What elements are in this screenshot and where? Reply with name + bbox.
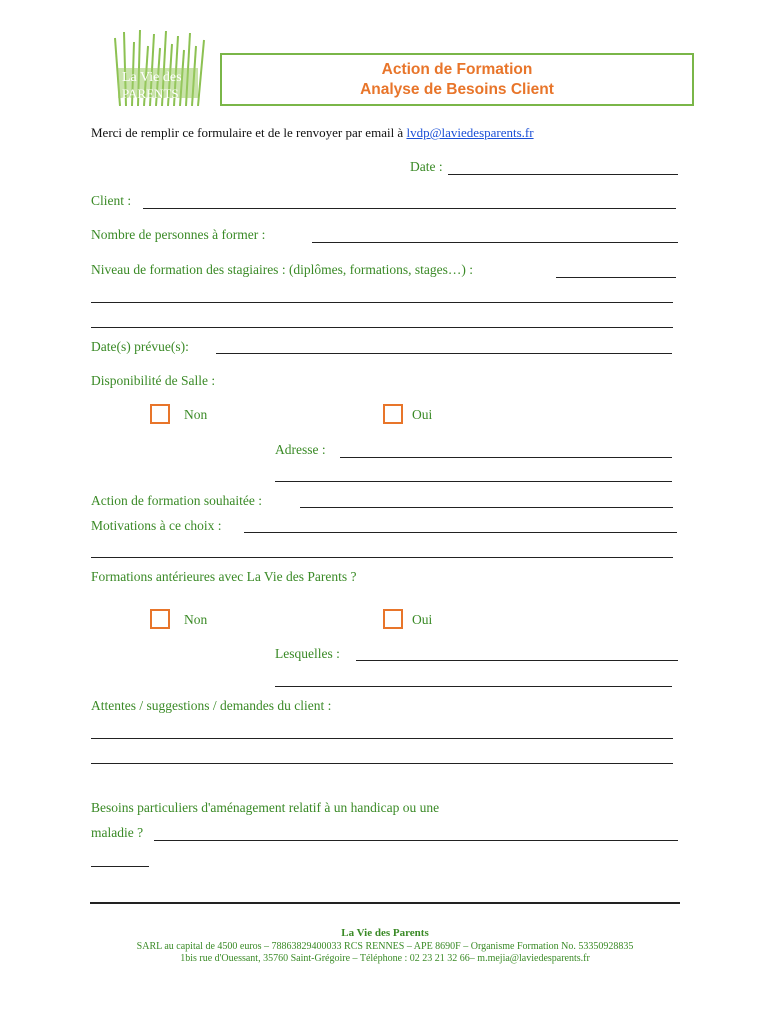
nombre-label: Nombre de personnes à former : <box>91 227 266 242</box>
action-field[interactable] <box>300 507 673 508</box>
niveau-label: Niveau de formation des stagiaires : (diplômes, formations, stages…) : <box>91 262 474 277</box>
nombre-field[interactable] <box>312 242 678 243</box>
email-link[interactable]: lvdp@laviedesparents.fr <box>406 125 534 140</box>
page-title: Action de Formation <box>381 61 533 78</box>
logo-text-line2: PARENTS <box>122 86 179 101</box>
client-field[interactable] <box>143 208 676 209</box>
attentes-field-line2[interactable] <box>91 763 673 764</box>
date-field[interactable] <box>448 174 678 175</box>
lesquelles-field-line2[interactable] <box>275 686 672 687</box>
salle-label: Disponibilité de Salle : <box>91 373 216 388</box>
client-label: Client : <box>91 193 132 208</box>
salle-oui-label: Oui <box>412 407 433 422</box>
title-box <box>220 53 694 106</box>
lesquelles-label: Lesquelles : <box>275 646 340 661</box>
date-label: Date : <box>410 159 443 174</box>
besoins-label-line2: maladie ? <box>91 825 144 840</box>
footer-company-name: La Vie des Parents <box>341 927 429 939</box>
attentes-field[interactable] <box>91 738 673 739</box>
action-label: Action de formation souhaitée : <box>91 493 262 508</box>
niveau-field-line3[interactable] <box>91 327 673 328</box>
adresse-field-line2[interactable] <box>275 481 672 482</box>
adresse-field[interactable] <box>340 457 672 458</box>
footer-divider <box>90 902 680 904</box>
formations-non-label: Non <box>184 612 208 627</box>
niveau-field[interactable] <box>556 277 676 278</box>
salle-non-label: Non <box>184 407 208 422</box>
motivations-field-line2[interactable] <box>91 557 673 558</box>
logo <box>110 28 210 106</box>
besoins-field[interactable] <box>154 840 678 841</box>
motivations-field[interactable] <box>244 532 677 533</box>
lesquelles-field[interactable] <box>356 660 678 661</box>
footer-legal-line: SARL au capital de 4500 euros – 78863829400033 RCS RENNES – APE 8690F – Organisme Formation No. 53350928835 <box>136 941 634 952</box>
formations-non-checkbox[interactable] <box>150 609 170 629</box>
attentes-label: Attentes / suggestions / demandes du client : <box>91 698 332 713</box>
logo-text-line1: La Vie des <box>122 70 182 85</box>
besoins-label-line1: Besoins particuliers d'aménagement relatif à un handicap ou une <box>91 800 440 815</box>
intro-sentence: Merci de remplir ce formulaire et de le renvoyer par email à <box>91 125 407 140</box>
adresse-label: Adresse : <box>275 442 326 457</box>
intro-text <box>91 125 534 141</box>
besoins-field-line2[interactable] <box>91 866 149 867</box>
footer-address-line: 1bis rue d'Ouessant, 35760 Saint-Grégoire – Téléphone : 02 23 21 32 66– m.mejia@laviedesparents.fr <box>180 953 590 964</box>
salle-non-checkbox[interactable] <box>150 404 170 424</box>
dates-prevues-label: Date(s) prévue(s): <box>91 339 189 354</box>
formations-oui-label: Oui <box>412 612 433 627</box>
page-subtitle: Analyse de Besoins Client <box>360 81 554 98</box>
dates-prevues-field[interactable] <box>216 353 672 354</box>
salle-oui-checkbox[interactable] <box>383 404 403 424</box>
formations-oui-checkbox[interactable] <box>383 609 403 629</box>
formations-anterieures-label: Formations antérieures avec La Vie des Parents ? <box>91 569 357 584</box>
niveau-field-line2[interactable] <box>91 302 673 303</box>
motivations-label: Motivations à ce choix : <box>91 518 222 533</box>
